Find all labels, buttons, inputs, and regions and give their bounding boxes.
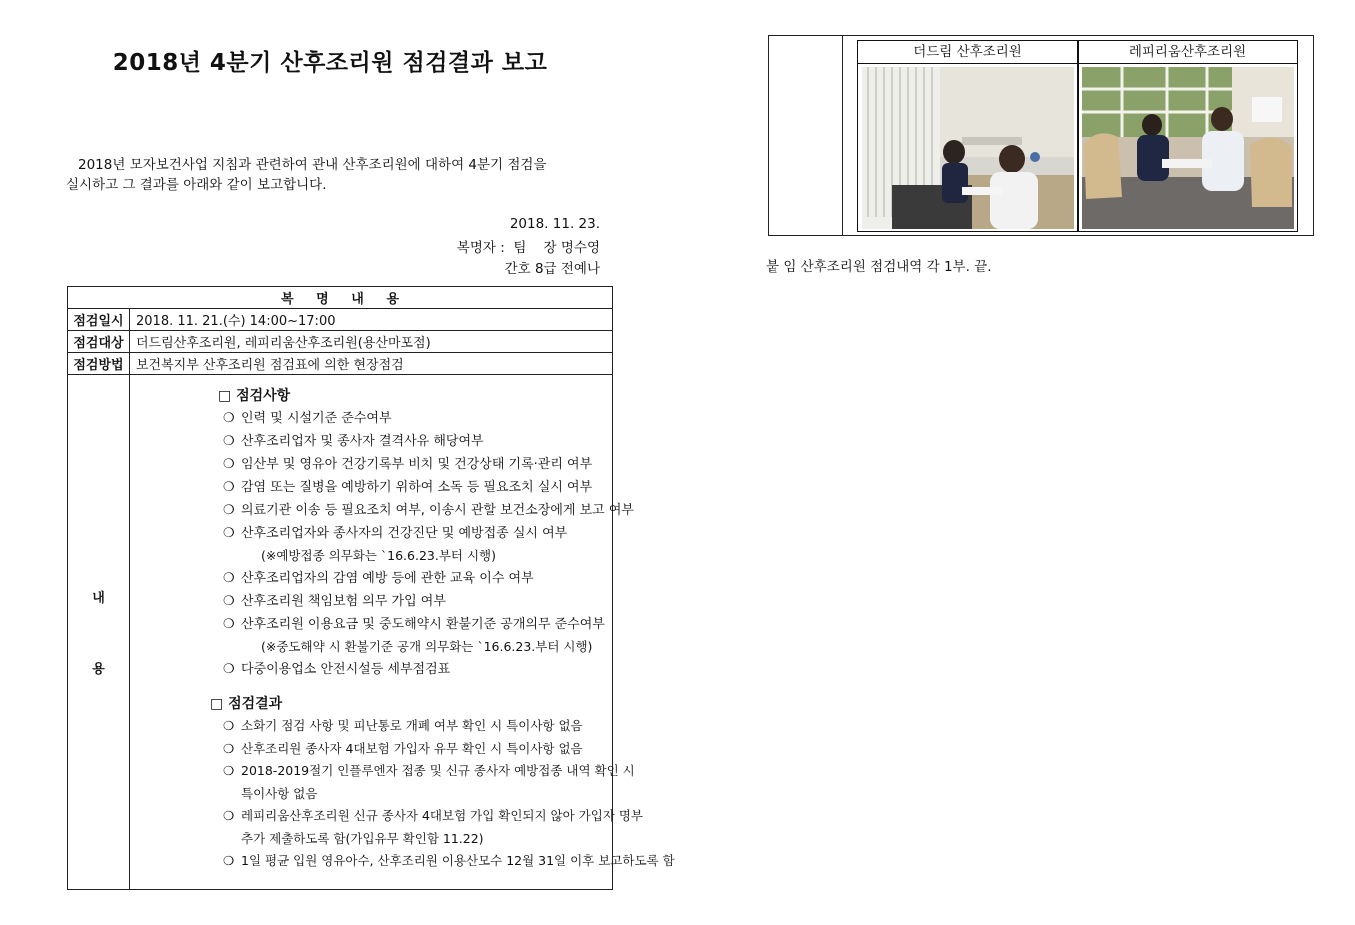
circle-bullet-icon: ❍: [223, 718, 235, 733]
page-title: 2018년 4분기 산후조리원 점검결과 보고: [112, 50, 548, 76]
check-item: ❍ 산후조리업자와 종사자의 건강진단 및 예방접종 실시 여부: [223, 522, 634, 545]
report-table: [67, 286, 675, 890]
row-value-method: 보건복지부 산후조리원 점검표에 의한 현장점검: [130, 353, 613, 375]
photo-caption-2: 레피리움산후조리원: [1078, 41, 1297, 64]
table-row-content: [68, 375, 613, 890]
report-date: 2018. 11. 23.: [509, 216, 600, 232]
check-item: ❍ 산후조리업자의 감염 예방 등에 관한 교육 이수 여부: [223, 567, 634, 590]
check-item: ❍ 산후조리원 책임보험 의무 가입 여부: [223, 590, 634, 613]
circle-bullet-icon: ❍: [223, 763, 235, 778]
result-item: ❍ 2018-2019절기 인플루엔자 접종 및 신규 종사자 예방접종 내역 확인 시: [223, 760, 675, 783]
table-row: [68, 353, 613, 375]
check-item: ❍ 감염 또는 질병을 예방하기 위하여 소독 등 필요조치 실시 여부: [223, 476, 634, 499]
check-note: (※예방접종 의무화는 `16.6.23.부터 시행): [261, 548, 496, 563]
check-item: ❍ 산후조리원 이용요금 및 중도해약시 환불기준 공개의무 준수여부: [223, 613, 634, 636]
result-item: ❍ 1일 평균 입원 영유아수, 산후조리원 이용산모수 12월 31일 이후 보고하도록 함: [223, 850, 675, 873]
circle-bullet-icon: ❍: [223, 808, 235, 823]
circle-bullet-icon: ❍: [223, 526, 235, 541]
circle-bullet-icon: ❍: [223, 740, 235, 756]
result-item: ❍ 산후조리원 종사자 4대보험 가입자 유무 확인 시 특이사항 없음: [223, 738, 675, 761]
circle-bullet-icon: ❍: [223, 457, 235, 472]
circle-bullet-icon: ❍: [223, 503, 235, 518]
check-item: ❍ 인력 및 시설기준 준수여부: [223, 407, 634, 430]
intro-line-2: 실시하고 그 결과를 아래와 같이 보고합니다.: [66, 177, 327, 193]
check-section-title: □ 점검사항: [218, 388, 291, 404]
photo-caption-1: 더드림 산후조리원: [858, 41, 1077, 64]
circle-bullet-icon: ❍: [223, 571, 235, 586]
content-label: [68, 375, 130, 890]
intro-paragraph: [66, 155, 611, 195]
circle-bullet-icon: ❍: [223, 617, 235, 632]
intro-line-1: 2018년 모자보건사업 지침과 관련하여 관내 산후조리원에 대하여 4분기 점검을: [78, 157, 547, 173]
photo-table: [857, 40, 1298, 232]
result-continuation: 특이사항 없음: [241, 785, 318, 801]
content-label-2: 용: [92, 662, 105, 677]
table-header: 복 명 내 용: [68, 287, 613, 309]
photo-inspection-1: [862, 67, 1074, 229]
content-label-1: 내: [92, 591, 105, 606]
reporter-line-1: 복명자 : 팀 장 명수영: [456, 240, 600, 256]
result-item: ❍ 소화기 점검 사항 및 피난통로 개폐 여부 확인 시 특이사항 없음: [223, 715, 675, 738]
circle-bullet-icon: ❍: [223, 853, 235, 868]
circle-bullet-icon: ❍: [223, 411, 235, 426]
table-row: [68, 331, 613, 353]
row-label-date: 점검일시: [68, 309, 130, 331]
photo-inspection-2: [1082, 67, 1294, 229]
photo-box: [768, 35, 1314, 236]
check-note: (※중도해약 시 환불기준 공개 의무화는 `16.6.23.부터 시행): [261, 639, 593, 654]
circle-bullet-icon: ❍: [223, 480, 235, 495]
attachment-note: 붙 임 산후조리원 점검내역 각 1부. 끝.: [766, 259, 992, 275]
reporter-line-2: 간호 8급 전예나: [504, 261, 600, 277]
circle-bullet-icon: ❍: [223, 594, 235, 609]
circle-bullet-icon: ❍: [223, 662, 235, 677]
result-continuation: 추가 제출하도록 함(가입유무 확인함 11.22): [241, 830, 484, 846]
check-item: ❍ 다중이용업소 안전시설등 세부점검표: [223, 658, 634, 681]
check-item: ❍ 산후조리업자 및 종사자 결격사유 해당여부: [223, 430, 634, 453]
result-section-title: □ 점검결과: [210, 696, 283, 712]
circle-bullet-icon: ❍: [223, 434, 235, 449]
content-cell: [130, 375, 675, 890]
table-row: [68, 309, 613, 331]
row-label-method: 점검방법: [68, 353, 130, 375]
row-value-target: 더드림산후조리원, 레피리움산후조리원(용산마포점): [130, 331, 613, 353]
check-item: ❍ 임산부 및 영유아 건강기록부 비치 및 건강상태 기록·관리 여부: [223, 453, 634, 476]
row-value-date: 2018. 11. 21.(수) 14:00~17:00: [130, 309, 613, 331]
check-item: ❍ 의료기관 이송 등 필요조치 여부, 이송시 관할 보건소장에게 보고 여부: [223, 499, 634, 522]
result-item: ❍ 레피리움산후조리원 신규 종사자 4대보험 가입 확인되지 않아 가입자 명부: [223, 805, 675, 828]
row-label-target: 점검대상: [68, 331, 130, 353]
